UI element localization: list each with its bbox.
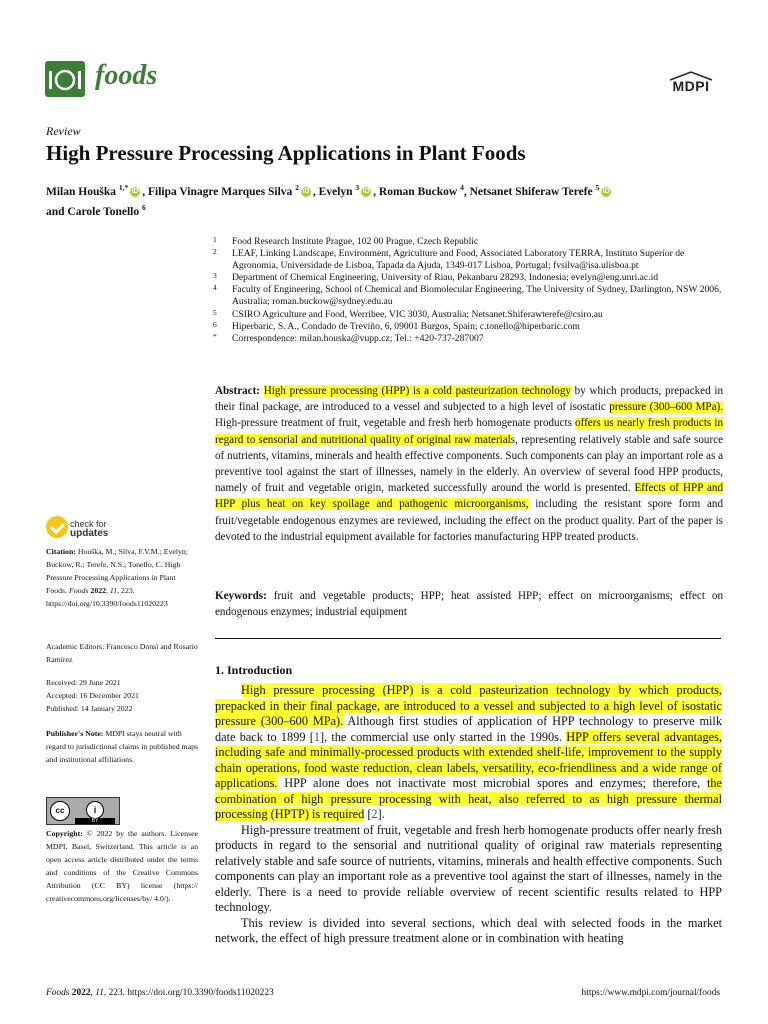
citation-year: 2022 bbox=[88, 586, 107, 596]
author-affiliation-mark: 1,* bbox=[118, 183, 129, 192]
author-name[interactable]: Milan Houška bbox=[46, 185, 116, 198]
affiliation-number: * bbox=[213, 331, 217, 341]
copyright-label: Copyright: bbox=[46, 829, 83, 838]
footer-journal-url[interactable]: https://www.mdpi.com/journal/foods bbox=[581, 988, 720, 998]
author-affiliation-mark: 4 bbox=[460, 183, 464, 192]
affiliation-number: 2 bbox=[213, 247, 217, 257]
footer-volume: , 11 bbox=[90, 988, 104, 998]
citation-journal: Foods bbox=[68, 586, 89, 596]
intro-text: ]. bbox=[377, 807, 385, 821]
published-date: Published: 14 January 2022 bbox=[46, 704, 133, 714]
affiliation-text: CSIRO Agriculture and Food, Werribee, VIC 3030, Australia; Netsanet.Shiferawterefe@csiro.au bbox=[232, 308, 603, 320]
article-dates bbox=[46, 676, 198, 715]
affiliation-item bbox=[208, 284, 723, 308]
abstract-label: Abstract: bbox=[215, 385, 260, 397]
citation-volume: , 11 bbox=[106, 586, 118, 596]
footer-citation bbox=[46, 988, 274, 998]
affiliation-text: LEAF, Linking Landscape, Environment, Agriculture and Food, Associated Laboratory TERRA, Instituto Superior de Agronomia, Universidade de Lisboa, Tapada da Ajuda, 1349-017 Lisboa, Portugal; fvsilva@isa.ulisboa.pt bbox=[232, 248, 685, 272]
copyright-notice bbox=[46, 827, 198, 906]
citation-link[interactable]: 2 bbox=[371, 807, 378, 821]
pubnote-label: Publisher's Note: bbox=[46, 729, 104, 738]
citation-block bbox=[46, 545, 198, 610]
orcid-icon[interactable]: iD bbox=[362, 188, 370, 196]
intro-text: HPP alone does not inactivate most microbial spores and enzymes; therefore, bbox=[277, 776, 707, 790]
journal-name: foods bbox=[95, 60, 158, 91]
introduction-body bbox=[215, 683, 722, 947]
publisher-name: MDPI bbox=[672, 78, 710, 94]
abstract-highlight: offers us nearly fresh products in regard to sensorial and nutritional quality of original raw material bbox=[215, 417, 723, 446]
author-name[interactable]: Netsanet Shiferaw Terefe bbox=[469, 185, 593, 198]
abstract-highlight: High pressure processing (HPP) is a cold pasteurization technology bbox=[263, 385, 571, 397]
paragraph: High-pressure treatment of fruit, vegetable and fresh herb homogenate products offer nearly fresh products in regard to the sensorial and nutritional quality of original raw materials representing relatively stable and safe source of nutrients, vitamins, minerals and health effective components. Such components can play an important role as a preventive tool against the start of illnesses, namely in the elderly. There is a need to provide reliable overview of recent scientific results related to HPP technology. bbox=[215, 822, 722, 914]
cc-by-license-badge[interactable] bbox=[46, 797, 120, 825]
author-name[interactable]: Evelyn bbox=[318, 185, 353, 198]
citation-label: Citation: bbox=[46, 547, 76, 556]
affiliation-text: Correspondence: milan.houska@vupp.cz; Tel.: +420-737-287007 bbox=[232, 332, 484, 344]
section-heading: 1. Introduction bbox=[215, 663, 293, 677]
article-title: High Pressure Processing Applications in Plant Foods bbox=[46, 141, 526, 165]
abstract-text: including the resistant spore form and fruit/vegetable endogenous enzymes are reviewed, including the effect on the product quality. Part of the paper is devoted to the industrial equipment available for factories manufacturing HPP treated products. bbox=[215, 498, 723, 543]
keywords bbox=[215, 588, 723, 620]
check-updates-line2: updates bbox=[70, 528, 109, 539]
author-name[interactable]: Filipa Vinagre Marques Silva bbox=[147, 185, 293, 198]
footer-doi[interactable]: , 223. https://doi.org/10.3390/foods11020223 bbox=[103, 988, 274, 998]
affiliation-text: Faculty of Engineering, School of Chemical and Biomolecular Engineering, The University of Sydney, Darlington, NSW 2006, Australia; roman.buckow@sydney.edu.au bbox=[232, 284, 722, 308]
author-affiliation-mark: 3 bbox=[355, 183, 360, 192]
keywords-text: fruit and vegetable products; HPP; heat assisted HPP; effect on microorganisms; effect on endogenous enzymes; industrial equipment bbox=[215, 590, 723, 619]
affiliation-item bbox=[208, 236, 723, 248]
cc-by-label: BY bbox=[75, 818, 115, 824]
footer-year: 2022 bbox=[69, 988, 91, 998]
check-for-updates-button[interactable] bbox=[46, 516, 126, 540]
orcid-icon[interactable]: iD bbox=[131, 188, 139, 196]
abstract-text: s, representing relatively stable and safe source of nutrients, vitamins, minerals and health effective components. Such components can play an important role as a preventive tool against the start of illnesses, namely in the elderly. An overview of several food HPP products, namely of fruit and vegetable origin, marketed successfully around the world is presented. bbox=[215, 433, 723, 495]
abstract-highlight: pressure (300–600 MPa). bbox=[609, 401, 723, 414]
pubnote-text: MDPI stays neutral with regard to jurisdictional claims in published maps and institutional affiliations. bbox=[46, 729, 199, 765]
affiliation-item bbox=[208, 333, 723, 345]
author-name[interactable]: Roman Buckow bbox=[378, 185, 458, 198]
keywords-label: Keywords: bbox=[215, 590, 267, 602]
check-updates-line1: check for bbox=[70, 519, 107, 529]
intro-text: [ bbox=[364, 807, 372, 821]
intro-highlight: High pressure processing (HPP) is a cold pasteurization technology by which products, prepacked in their final package, are introduced to a vessel and subjected to a high level of isostatic pressure (300–600 MPa). bbox=[215, 683, 722, 728]
affiliation-item bbox=[208, 272, 723, 284]
abstract-text: by which products, prepacked in their final package, are introduced to a vessel and subjected to a high level of isostatic bbox=[215, 385, 724, 414]
affiliation-number: 3 bbox=[213, 271, 217, 281]
intro-text: ], the commercial use only started in the 1990s. bbox=[319, 729, 567, 744]
orcid-icon[interactable]: iD bbox=[602, 188, 610, 196]
abstract-text: High-pressure treatment of fruit, vegetable and fresh herb homogenate products bbox=[215, 417, 576, 430]
paragraph bbox=[215, 683, 722, 823]
affiliation-text: Food Research Institute Prague, 102 00 Prague, Czech Republic bbox=[232, 236, 479, 247]
cc-icon: cc bbox=[50, 801, 70, 821]
affiliation-item bbox=[208, 309, 723, 321]
publisher-note bbox=[46, 727, 198, 766]
affiliation-number: 6 bbox=[213, 319, 217, 329]
affiliation-item bbox=[208, 321, 723, 333]
author-affiliation-mark: 2 bbox=[295, 183, 299, 192]
footer-journal: Foods bbox=[46, 988, 70, 998]
citation-text: Houška, M.; Silva, F.V.M.; Evelyn; Buckow, R.; Terefe, N.S.; Tonello, C. High Pressure Processing Applications in Plant Foods. bbox=[46, 547, 188, 596]
orcid-icon[interactable]: iD bbox=[302, 188, 310, 196]
affiliation-item bbox=[208, 248, 723, 272]
abstract bbox=[215, 383, 723, 545]
intro-highlight: HPP offers several advantages, including safe and minimally-processed products with extended shelf-life, improvement to the supply chain operations, food waste reduction, clean labels, versatility, eco-friendliness and a wide range of applications. bbox=[215, 729, 722, 790]
author-list: Milan Houška $^{1,*}$ iD , Filipa Vinagre Marques Silva $^2$ iD , Evelyn $^3$ iD , Roman Buckow $^4$, Netsanet Shiferaw Terefe $^5$ iD and Carole Tonello $^6$ bbox=[46, 183, 610, 218]
citation-doi[interactable]: , 223. https://doi.org/10.3390/foods11020223 bbox=[46, 586, 168, 609]
accepted-date: Accepted: 16 December 2021 bbox=[46, 691, 139, 701]
abstract-highlight: Effects of HPP and HPP plus heat on key spoilage and pathogenic microorganisms, bbox=[215, 482, 723, 511]
intro-text: Although first studies of application of HPP technology to preserve milk date back to 1899 [ bbox=[215, 714, 722, 744]
affiliation-number: 4 bbox=[213, 283, 217, 293]
author-affiliation-mark: 5 bbox=[595, 183, 600, 192]
article-type: Review bbox=[46, 124, 81, 138]
affiliation-text: Department of Chemical Engineering, University of Riau, Pekanbaru 28293, Indonesia; evelyn@eng.unri.ac.id bbox=[232, 272, 659, 284]
author-name[interactable]: Carole Tonello bbox=[67, 205, 140, 218]
section-divider bbox=[215, 638, 721, 639]
affiliation-number: 1 bbox=[213, 235, 217, 244]
publisher-logo[interactable] bbox=[666, 70, 716, 100]
intro-highlight: the combination of high pressure processing with heat, also referred to as high pressure thermal processing (HPTP) is required bbox=[215, 776, 722, 821]
author-and: and bbox=[46, 205, 65, 218]
citation-link[interactable]: 1 bbox=[313, 729, 320, 744]
check-badge-icon bbox=[46, 516, 68, 538]
copyright-text: © 2022 by the authors. Licensee MDPI, Basel, Switzerland. This article is an open access article distributed under the terms and conditions of the Creative Commons Attribution (CC BY) license (https:// creativecommons.org/licenses/by/ 4.0/). bbox=[46, 829, 198, 904]
journal-logo-icon bbox=[45, 61, 85, 97]
author-affiliation-mark: 6 bbox=[141, 202, 146, 212]
affiliation-text: Hiperbaric, S. A., Condado de Treviño, 6, 09001 Burgos, Spain; c.tonello@hiperbaric.com bbox=[232, 320, 580, 332]
paragraph: This review is divided into several sections, which deal with selected foods in the market network, the effect of high pressure treatment alone or in combination with heating bbox=[215, 915, 722, 945]
attribution-person-icon: i bbox=[86, 801, 104, 819]
affiliation-number: 5 bbox=[213, 307, 217, 317]
affiliations bbox=[208, 236, 723, 345]
academic-editors: Academic Editors: Francesco Donsì and Rosario Ramírez bbox=[46, 642, 198, 665]
received-date: Received: 29 June 2021 bbox=[46, 678, 121, 687]
